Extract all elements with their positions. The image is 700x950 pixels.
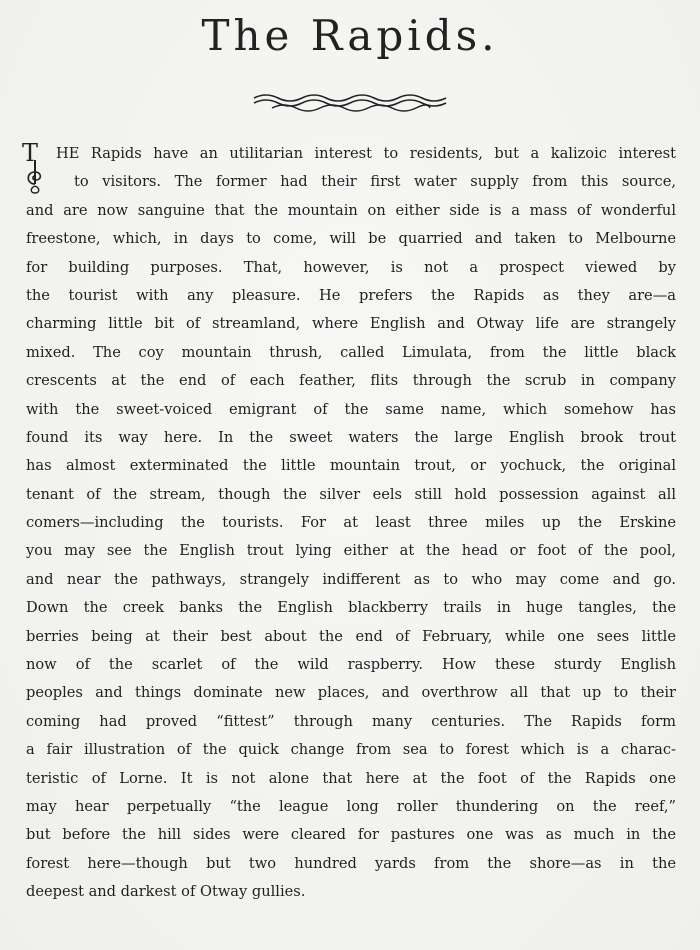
drop-cap-letter: T: [22, 139, 39, 167]
text-line: has almost exterminated the little mountain trout, or yochuck, the original: [26, 457, 676, 475]
text-line: mixed. The coy mountain thrush, called Limulata, from the little black: [26, 343, 676, 361]
text-line: the tourist with any pleasure. He prefers the Rapids as they are—a: [26, 286, 676, 304]
article-body: [26, 140, 676, 907]
text-line: coming had proved “fittest” through many centuries. The Rapids form: [26, 712, 676, 730]
text-line: found its way here. In the sweet waters the large English brook trout: [26, 428, 676, 446]
text-line: with the sweet-voiced emigrant of the same name, which somehow has: [26, 400, 676, 418]
text-line: and near the pathways, strangely indifferent as to who may come and go.: [26, 570, 676, 588]
text-line: Down the creek banks the English blackberry trails in huge tangles, the: [26, 599, 676, 617]
text-line: you may see the English trout lying either at the head or foot of the pool,: [26, 542, 676, 560]
text-line: comers—including the tourists. For at least three miles up the Erskine: [26, 514, 676, 532]
text-line: now of the scarlet of the wild raspberry. How these sturdy English: [26, 656, 676, 674]
text-line: but before the hill sides were cleared for pastures one was as much in the: [26, 826, 676, 844]
page-title: The Rapids.: [201, 11, 499, 60]
text-line: forest here—though but two hundred yards from the shore—as in the: [26, 854, 676, 872]
text-line: to visitors. The former had their first water supply from this source,: [74, 173, 676, 191]
text-line: may hear perpetually “the league long roller thundering on the reef,”: [26, 797, 676, 815]
text-line: tenant of the stream, though the silver eels still hold possession against all: [26, 485, 676, 503]
text-line: HE Rapids have an utilitarian interest to residents, but a kalizoic interest: [56, 145, 676, 162]
text-line: freestone, which, in days to come, will be quarried and taken to Melbourne: [26, 230, 676, 248]
text-line: deepest and darkest of Otway gullies.: [26, 883, 306, 901]
text-line: for building purposes. That, however, is not a prospect viewed by: [26, 258, 676, 276]
text-line: a fair illustration of the quick change from sea to forest which is a charac-: [26, 741, 676, 759]
text-line: crescents at the end of each feather, flits through the scrub in company: [26, 372, 676, 390]
wave-ornament: [252, 90, 448, 114]
text-line: berries being at their best about the end of February, while one sees little: [26, 627, 676, 645]
text-line: peoples and things dominate new places, and overthrow all that up to their: [26, 684, 676, 702]
text-line: and are now sanguine that the mountain on either side is a mass of wonderful: [26, 201, 676, 219]
text-line: charming little bit of streamland, where English and Otway life are strangely: [26, 315, 676, 333]
text-line: teristic of Lorne. It is not alone that here at the foot of the Rapids one: [26, 769, 676, 787]
